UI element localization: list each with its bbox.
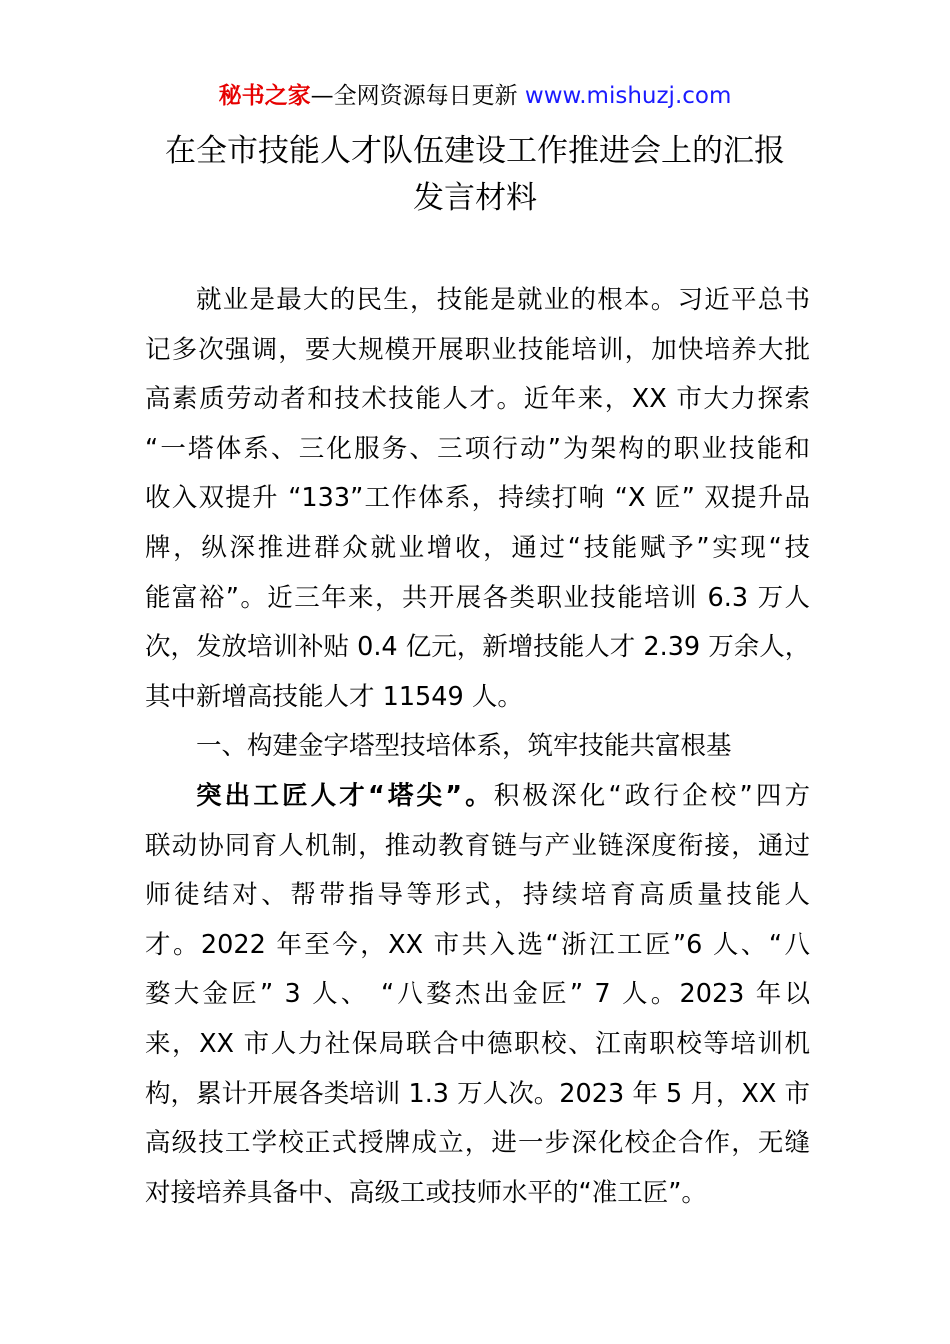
paragraph-line: 就业是最大的民生，技能是就业的根本。习近平总书 <box>196 285 810 315</box>
document-title <box>0 128 950 222</box>
paragraph-line: 联动协同育人机制，推动教育链与产业链深度衔接，通过 <box>145 830 810 861</box>
paragraph-line: 师徒结对、帮带指导等形式，持续培育高质量技能人 <box>145 880 810 911</box>
banner-tagline: —全网资源每日更新 <box>310 83 518 109</box>
paragraph-line: 婺大金匠” 3 人、 “八婺杰出金匠” 7 人。2023 年以 <box>145 979 810 1010</box>
paragraph-line: 高素质劳动者和技术技能人才。近年来，XX 市大力探索 <box>145 384 810 415</box>
site-banner <box>0 80 950 112</box>
section-heading: 一、构建金字塔型技培体系，筑牢技能共富根基 <box>196 731 732 762</box>
paragraph-first-rest: 积极深化“政行企校”四方 <box>493 780 810 811</box>
paragraph-first-line <box>145 772 810 822</box>
paragraph-line: 对接培养具备中、高级工或技师水平的“准工匠”。 <box>145 1177 707 1208</box>
paragraph-line: 记多次强调，要大规模开展职业技能培训，加快培养大批 <box>145 334 810 365</box>
title-line-1: 在全市技能人才队伍建设工作推进会上的汇报 <box>165 133 785 169</box>
paragraph-line: 高级技工学校正式授牌成立，进一步深化校企合作，无缝 <box>145 1128 810 1159</box>
paragraph-line: 能富裕”。近三年来，共开展各类职业技能培训 6.3 万人 <box>145 582 810 613</box>
paragraph-intro <box>145 276 810 722</box>
brand-name: 秘书之家 <box>218 83 311 109</box>
title-line-2: 发言材料 <box>413 180 537 216</box>
paragraph-line: 收入双提升 “133”工作体系，持续打响 “X 匠” 双提升品 <box>145 483 810 514</box>
paragraph-craftsman <box>145 772 810 1218</box>
paragraph-line: 才。2022 年至今，XX 市共入选“浙江工匠”6 人、“八 <box>145 929 810 960</box>
paragraph-line: 构，累计开展各类培训 1.3 万人次。2023 年 5 月，XX 市 <box>145 1078 810 1109</box>
site-url[interactable]: www.mishuzj.com <box>524 83 732 109</box>
paragraph-line: 牌，纵深推进群众就业增收，通过“技能赋予”实现“技 <box>145 532 810 563</box>
paragraph-line: 次，发放培训补贴 0.4 亿元，新增技能人才 2.39 万余人， <box>145 632 811 663</box>
paragraph-line: “一塔体系、三化服务、三项行动”为架构的职业技能和 <box>145 433 810 464</box>
paragraph-line: 来，XX 市人力社保局联合中德职校、江南职校等培训机 <box>145 1028 810 1059</box>
document-body <box>145 276 810 1218</box>
paragraph-line: 其中新增高技能人才 11549 人。 <box>145 681 523 712</box>
paragraph-lead: 突出工匠人才“塔尖”。 <box>196 780 494 811</box>
